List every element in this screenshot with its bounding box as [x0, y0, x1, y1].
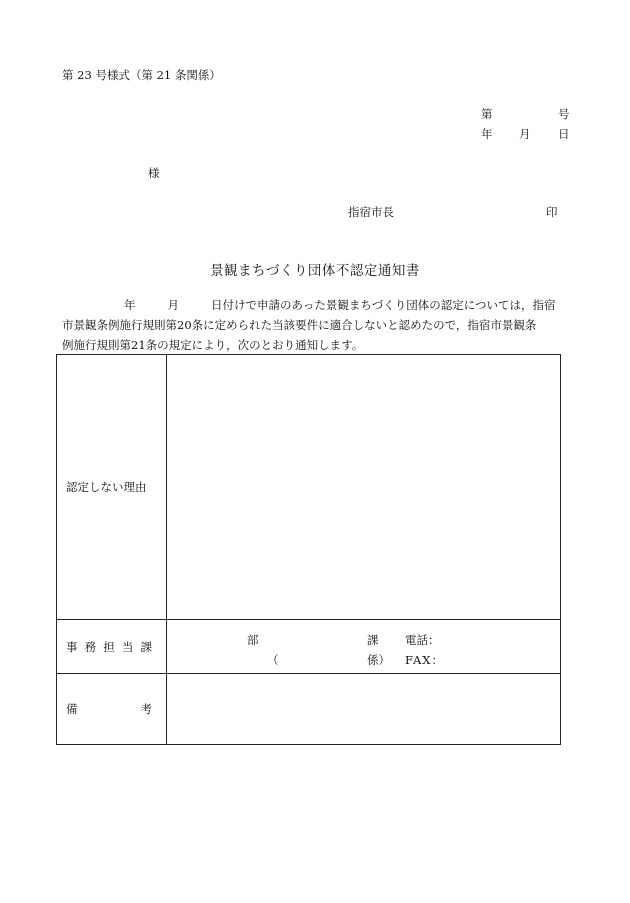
remarks-label [57, 674, 167, 745]
dept-tel-label: 電話： [405, 632, 440, 647]
reason-row [57, 355, 561, 620]
body-month: 月 [167, 298, 179, 312]
body-line-1 [62, 295, 568, 315]
dept-label-char: 担 [103, 639, 115, 654]
date-month-label: 月 [519, 127, 531, 141]
remarks-label-char: 備 [66, 702, 78, 716]
date-day-label: 日 [558, 127, 570, 141]
body-text [62, 295, 568, 355]
dept-row [57, 620, 561, 674]
body-line-2: 市景観条例施行規則第20条に定められた当該要件に適合しないと認めたので，指宿市景観条 [62, 318, 537, 332]
dept-label-char: 務 [84, 639, 97, 654]
form-number: 第 23 号様式（第 21 条関係） [62, 68, 221, 82]
dept-kakari-label: 係） [367, 652, 390, 667]
issuer-title: 指宿市長 [348, 205, 394, 219]
dept-label-char: 当 [121, 639, 134, 654]
dept-label-char: 課 [140, 639, 152, 654]
remarks-field[interactable] [167, 674, 561, 745]
dept-field[interactable] [167, 620, 561, 674]
dept-paren-open: （ [267, 652, 279, 667]
document-number-suffix: 号 [558, 107, 570, 121]
dept-bu-label: 部 [247, 632, 259, 647]
issuer-seal: 印 [546, 205, 558, 219]
remarks-label-char: 考 [140, 702, 152, 716]
dept-ka-label: 課 [367, 632, 379, 647]
document-title: 景観まちづくり団体不認定通知書 [210, 263, 420, 279]
dept-label-char: 事 [66, 639, 78, 654]
body-year: 年 [124, 298, 136, 312]
document-number-prefix: 第 [481, 107, 493, 121]
reason-label: 認定しない理由 [57, 355, 167, 620]
body-line-3: 例施行規則第21条の規定により，次のとおり通知します。 [62, 338, 364, 352]
remarks-row [57, 674, 561, 745]
dept-label [57, 620, 167, 674]
recipient-honorific: 様 [148, 166, 160, 180]
notice-table [56, 354, 561, 745]
dept-fax-label: FAX： [405, 652, 444, 667]
body-line-1-rest: 日付けで申請のあった景観まちづくり団体の認定については，指宿 [211, 298, 556, 312]
date-year-label: 年 [481, 127, 493, 141]
reason-field[interactable] [167, 355, 561, 620]
